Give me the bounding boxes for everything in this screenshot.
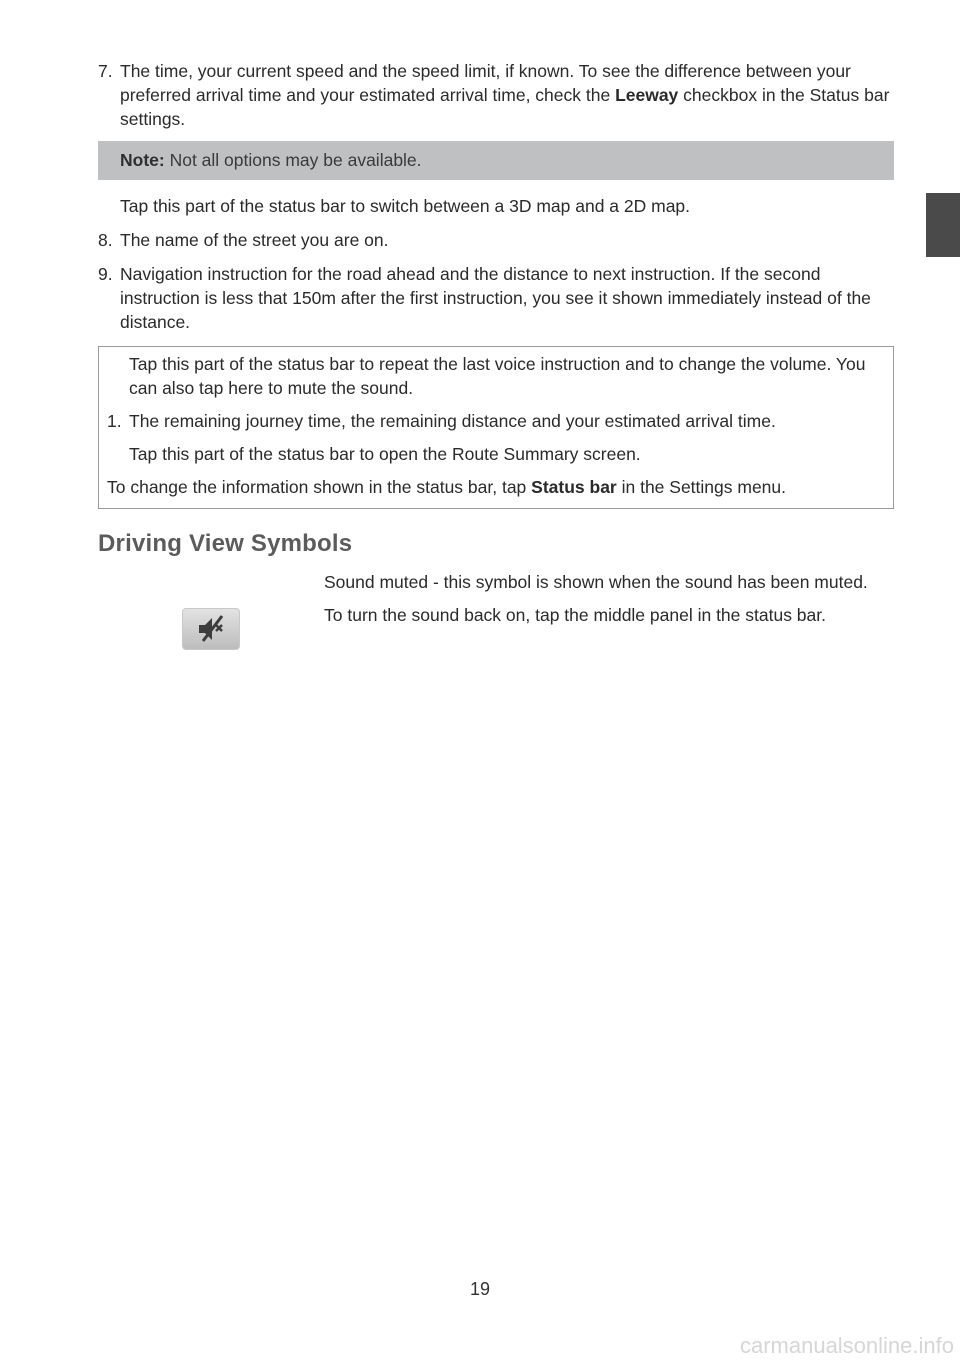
status-bar-term: Status bar bbox=[531, 477, 617, 497]
symbol-description bbox=[324, 570, 894, 627]
page-number: 19 bbox=[469, 1279, 491, 1299]
item-text: Navigation instruction for the road ahead and the distance to next instruction. If the second instruction is less that 150m after the first instruction, you see it shown immediately instead of the distance. bbox=[120, 264, 871, 332]
list-item-8 bbox=[98, 228, 894, 252]
bordered-box bbox=[98, 346, 894, 509]
page-content bbox=[98, 59, 894, 670]
watermark: carmanualsonline.info bbox=[739, 1333, 954, 1358]
item-number: 7. bbox=[98, 61, 113, 81]
chapter-tab bbox=[926, 193, 960, 257]
tap-summary-paragraph: Tap this part of the status bar to open the Route Summary screen. bbox=[129, 444, 641, 464]
sound-muted-icon bbox=[182, 608, 240, 650]
item-number: 8. bbox=[98, 230, 113, 250]
item-number: 9. bbox=[98, 264, 113, 284]
tap-3d-paragraph: Tap this part of the status bar to switch between a 3D map and a 2D map. bbox=[120, 196, 691, 216]
item-text-end: checkbox in the Status bar settings. bbox=[120, 85, 890, 129]
symbol-text-2: To turn the sound back on, tap the middle panel in the status bar. bbox=[324, 605, 826, 625]
item-number: 1. bbox=[107, 411, 122, 431]
list-item-9 bbox=[98, 262, 894, 334]
change-info-paragraph bbox=[107, 475, 885, 499]
note-box bbox=[98, 141, 894, 180]
symbol-text-1: Sound muted - this symbol is shown when the sound has been muted. bbox=[324, 572, 868, 592]
section-title: Driving View Symbols bbox=[98, 530, 353, 557]
note-text: Not all options may be available. bbox=[164, 150, 422, 170]
note-label: Note: bbox=[120, 150, 165, 170]
tap-voice-paragraph: Tap this part of the status bar to repeat the last voice instruction and to change the volume. You can also tap here to mute the sound. bbox=[129, 354, 866, 398]
item-text: The remaining journey time, the remaining distance and your estimated arrival time. bbox=[129, 411, 776, 431]
list-item-7 bbox=[98, 59, 894, 131]
box-list-item-1 bbox=[107, 409, 885, 433]
item-text: The name of the street you are on. bbox=[120, 230, 389, 250]
item-text: The time, your current speed and the speed limit, if known. To see the difference between your preferred arrival time and your estimated arrival time, check the bbox=[120, 61, 851, 105]
change-text-end: in the Settings menu. bbox=[616, 477, 787, 497]
symbol-row bbox=[98, 570, 894, 670]
leeway-term: Leeway bbox=[615, 85, 679, 105]
change-text: To change the information shown in the status bar, tap bbox=[107, 477, 532, 497]
